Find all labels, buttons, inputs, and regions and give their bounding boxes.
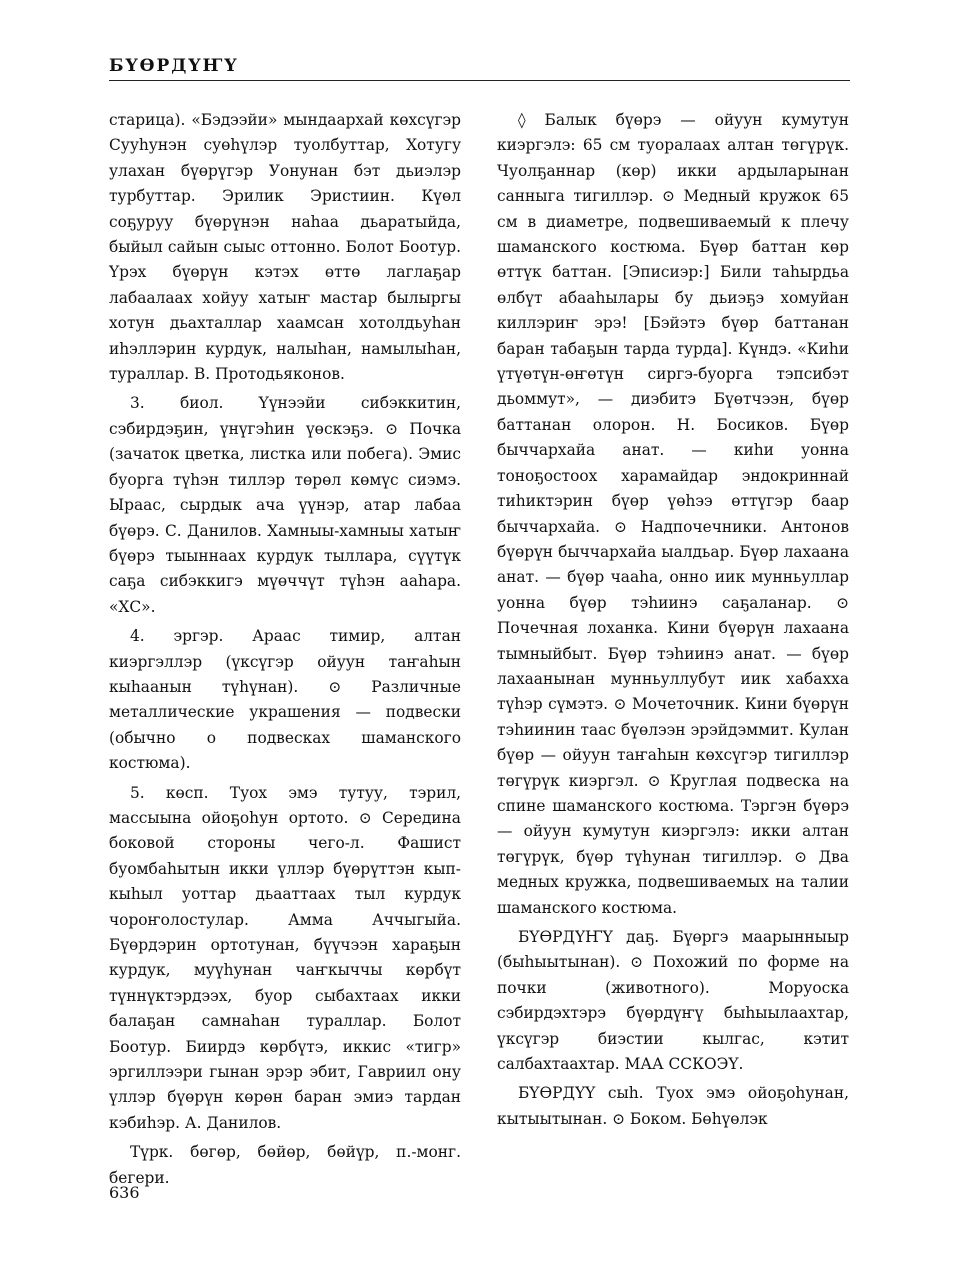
running-head: БҮӨРДҮҤҮ bbox=[109, 56, 239, 76]
left-paragraph-4: 5. көсп. Туох эмэ тутуу, тэрил, массыына ойоҕоһун ортото. ⊙ Середина боковой стороны чего-л. Фашист буомбаһытын икки үллэр бүөрүттэн кып-кыһыл уоттар дьааттаах тыл курдук чороҥолостулар. Амма Аччыгыйа. Бүөрдэрин ортотунан, бүүчээн хараҕын курдук, муүһунан чаҥкыччы көрбүт түннүктэрдээх, буор сыбахтаах икки балаҕан самнаһан тураллар. Болот Боотур. Биирдэ көрбүтэ, иккис «тигр» эргиллээри гынан эрэр эбит, Гавриил ону үллэр бүөрүн көрөн баран эмиэ тардан кэбиһэр. А. Данилов. bbox=[109, 783, 461, 1132]
left-paragraph-5: Түрк. бөгөр, бөйөр, бөйүр, п.-монг. бегери. bbox=[109, 1143, 461, 1187]
page-number: 636 bbox=[109, 1183, 140, 1202]
header-rule bbox=[109, 80, 850, 81]
right-paragraph-1: ◊ Балык бүөрэ — ойуун кумутун киэргэлэ: 65 см туоралаах алтан төгүрүк. Чуолҕаннар (көр) икки ардыларынан санныга тигиллэр. ⊙ Медный кружок 65 см в диаметре, подвешиваемый к плечу шаманского костюма. Бүөр баттан көр өттүк баттан. [Эписиэр:] Били таһырдьа өлбүт абааһылары бу дьиэҕэ хомуйан киллэриҥ эрэ! [Бэйэтэ бүөр баттанан баран табаҕын тарда турда]. Күндэ. «Киһи үтүөтүн-өҥөтүн сиргэ-буорга тэпсибэт дьоммут», — диэбитэ Бүөтчээн, бүөр баттанан олорон. Н. Босиков. Бүөр быччархайа анат. — киһи уонна тоноҕостоох харамайдар эндокриннай тиһиктэрин бүөр үөһээ өттүгэр баар быччархайа. ⊙ Надпочечники. Антонов бүөрүн быччархайа ыалдьар. Бүөр лахаана анат. — бүөр чааһа, онно иик мунньуллар уонна бүөр тэһиинэ саҕаланар. ⊙ Почечная лоханка. Кини бүөрүн лахаана тымныйбыт. Бүөр тэһиинэ анат. — бүөр лахаанынан мунньуллубут иик хабахха түһэр сүмэтэ. ⊙ Мочеточник. Кини бүөрүн тэһиинин таас бүөлээн эрэйдэммит. Кулан бүөр — ойуун таҥаһын көхсүгэр тигиллэр төгүрүк киэргэл. ⊙ Круглая подвеска на спине шаманского костюма. Тэргэн бүөрэ — ойуун кумутун киэргэлэ: икки алтан төгүрүк, бүөр түһунан тигиллэр. ⊙ Два медных кружка, подвешиваемых на талии шаманского костюма. bbox=[497, 111, 849, 917]
right-paragraph-3: БҮӨРДҮҮ сыһ. Туох эмэ ойоҕоһунан, кытыытынан. ⊙ Боком. Бөһүөлэк bbox=[497, 1084, 849, 1128]
right-paragraph-2: БҮӨРДҮҤҮ даҕ. Бүөргэ маарынныыр (быһыытынан). ⊙ Похожий по форме на почки (животного). Моруоска сэбирдэхтэрэ бүөрдүҥү быһыылаахтар, үксүгэр биэстии кылгас, кэтит салбахтаахтар. МАА ССКОЭҮ. bbox=[497, 928, 849, 1074]
left-paragraph-1: старица). «Бэдээйи» мындаархай көхсүгэр Сууһунэн суөһүлэр туолбуттар, Хотугу улахан бүөрүгэр Уонунан бэт дьиэлэр турбуттар. Эрилик Эристиин. Күөл соҕуруу бүөрүнэн наһаа дьаратыйда, быйыл сайын сыыс оттонно. Болот Боотур. Үрэх бүөрүн кэтэх өттө лаглаҕар лабаалаах хойуу хатыҥ мастар былыргы хотун дьахталлар хаамсан хотолдьуһан иһэллэрин курдук, налыһан, намылыһан, тураллар. В. Протодьяконов. bbox=[109, 111, 461, 384]
left-paragraph-3: 4. эргэр. Араас тимир, алтан киэргэллэр (үксүгэр ойуун таҥаһын кыһаанын түһүнан). ⊙ Различные металлические украшения — подвески (обычно о подвесках шаманского костюма). bbox=[109, 627, 461, 773]
left-column bbox=[109, 108, 461, 1195]
right-column bbox=[497, 108, 849, 1136]
left-paragraph-2: 3. биол. Үүнээйи сибэккитин, сэбирдэҕин, үнүгэһин үөскэҕэ. ⊙ Почка (зачаток цветка, листка или побега). Эмис буорга түһэн тиллэр төрөл көмүс сиэмэ. Ыраас, сырдык ача үүнэр, атар лабаа бүөрэ. С. Данилов. Хамныы-хамныы хатыҥ бүөрэ тыыннаах курдук тыллара, сүүтүк саҕа сибэккигэ мүөччүт түһэн ааһара. «ХС». bbox=[109, 394, 461, 616]
